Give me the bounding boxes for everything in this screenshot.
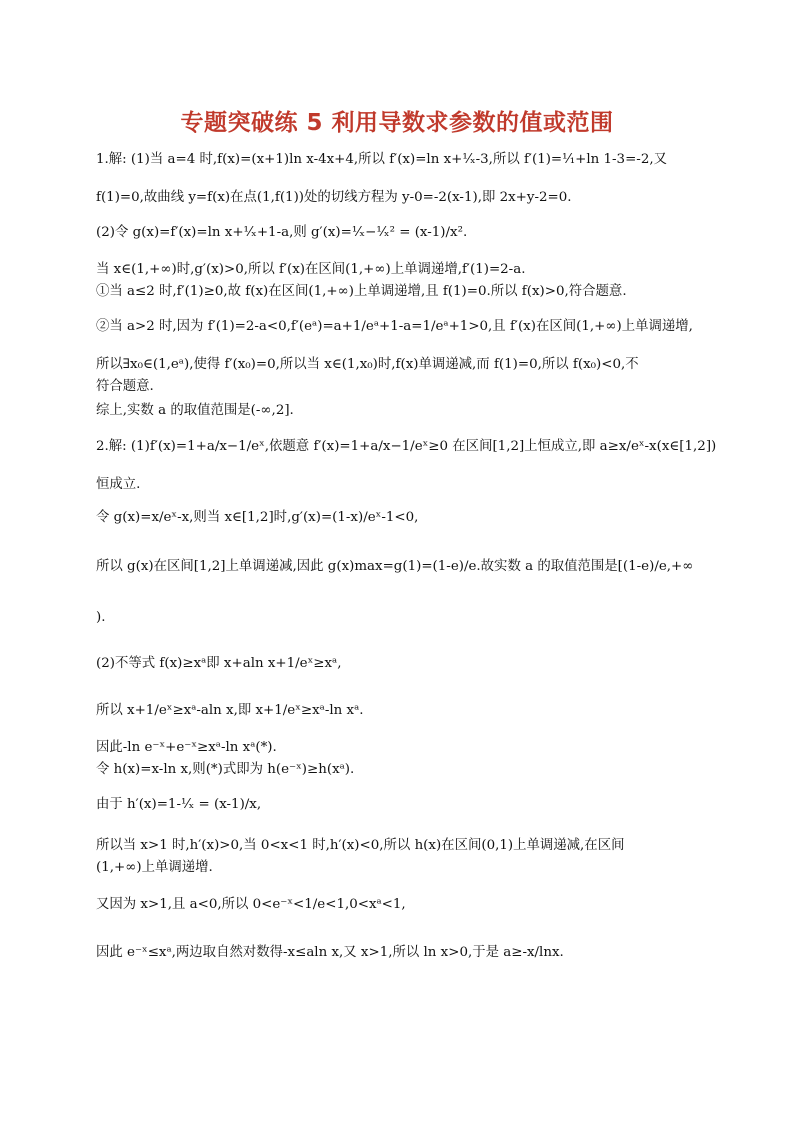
text-line: ②当 a>2 时,因为 f′(1)=2-a<0,f′(eᵃ)=a+1/eᵃ+1-a=1/eᵃ+1>0,且 f′(x)在区间(1,+∞)上单调递增, bbox=[96, 319, 693, 334]
text-line: ①当 a≤2 时,f′(1)≥0,故 f(x)在区间(1,+∞)上单调递增,且 f(1)=0.所以 f(x)>0,符合题意. bbox=[96, 284, 627, 299]
text-line: 又因为 x>1,且 a<0,所以 0<e⁻ˣ<1/e<1,0<xᵃ<1, bbox=[96, 897, 406, 912]
text-line: 1.解: (1)当 a=4 时,f(x)=(x+1)ln x-4x+4,所以 f′(x)=ln x+¹⁄ₓ-3,所以 f′(1)=¹⁄₁+ln 1-3=-2,又 bbox=[96, 152, 667, 167]
text-line: 所以当 x>1 时,h′(x)>0,当 0<x<1 时,h′(x)<0,所以 h(x)在区间(0,1)上单调递减,在区间 bbox=[96, 838, 625, 853]
text-line: 因此-ln e⁻ˣ+e⁻ˣ≥xᵃ-ln xᵃ(*). bbox=[96, 740, 277, 755]
text-line: 令 g(x)=x/eˣ-x,则当 x∈[1,2]时,g′(x)=(1-x)/eˣ-1<0, bbox=[96, 510, 419, 525]
text-line: ). bbox=[96, 610, 106, 625]
text-line: 由于 h′(x)=1-¹⁄ₓ = (x-1)/x, bbox=[96, 797, 262, 812]
page-title: 专题突破练 5 利用导数求参数的值或范围 bbox=[180, 110, 614, 136]
text-line: 所以∃x₀∈(1,eᵃ),使得 f′(x₀)=0,所以当 x∈(1,x₀)时,f(x)单调递减,而 f(1)=0,所以 f(x₀)<0,不 bbox=[96, 357, 639, 372]
text-line: 令 h(x)=x-ln x,则(*)式即为 h(e⁻ˣ)≥h(xᵃ). bbox=[96, 762, 355, 777]
text-line: 因此 e⁻ˣ≤xᵃ,两边取自然对数得-x≤aln x,又 x>1,所以 ln x>0,于是 a≥-x/lnx. bbox=[96, 945, 564, 960]
text-line: (1,+∞)上单调递增. bbox=[96, 860, 213, 875]
text-line: 所以 g(x)在区间[1,2]上单调递减,因此 g(x)max=g(1)=(1-e)/e.故实数 a 的取值范围是[(1-e)/e,+∞ bbox=[96, 559, 694, 574]
text-line: 符合题意. bbox=[96, 379, 154, 394]
text-line: 2.解: (1)f′(x)=1+a/x−1/eˣ,依题意 f′(x)=1+a/x−1/eˣ≥0 在区间[1,2]上恒成立,即 a≥x/eˣ-x(x∈[1,2]) bbox=[96, 439, 717, 454]
text-line: (2)令 g(x)=f′(x)=ln x+¹⁄ₓ+1-a,则 g′(x)=¹⁄ₓ−¹⁄ₓ² = (x-1)/x². bbox=[96, 225, 468, 240]
text-line: 所以 x+1/eˣ≥xᵃ-aln x,即 x+1/eˣ≥xᵃ-ln xᵃ. bbox=[96, 703, 364, 718]
text-line: 恒成立. bbox=[96, 477, 141, 492]
text-line: 综上,实数 a 的取值范围是(-∞,2]. bbox=[96, 403, 294, 418]
text-line: 当 x∈(1,+∞)时,g′(x)>0,所以 f′(x)在区间(1,+∞)上单调递增,f′(1)=2-a. bbox=[96, 262, 526, 277]
text-line: (2)不等式 f(x)≥xᵃ即 x+aln x+1/eˣ≥xᵃ, bbox=[96, 656, 342, 671]
text-line: f(1)=0,故曲线 y=f(x)在点(1,f(1))处的切线方程为 y-0=-2(x-1),即 2x+y-2=0. bbox=[96, 190, 572, 205]
